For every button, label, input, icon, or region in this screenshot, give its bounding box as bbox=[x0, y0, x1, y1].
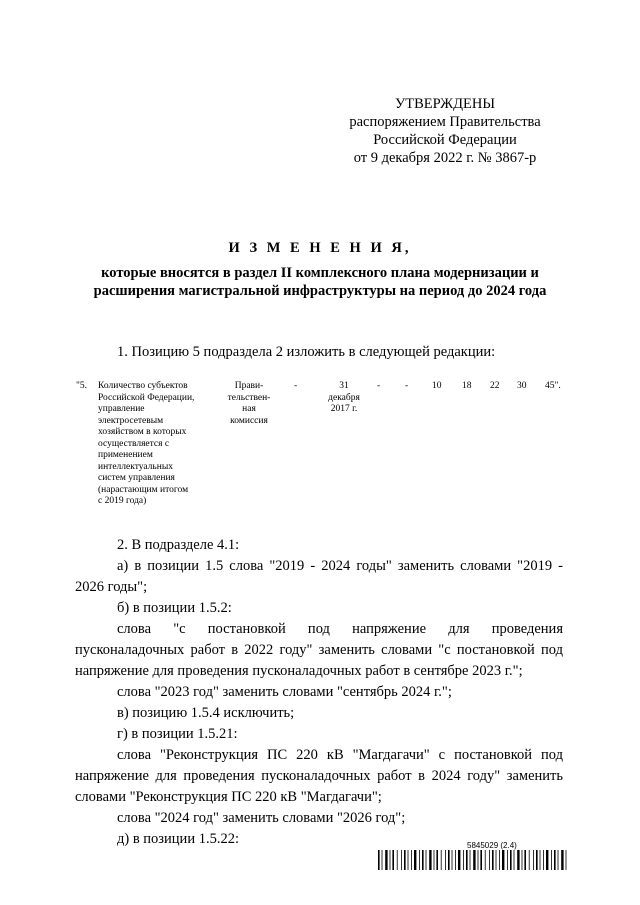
responsible-line: ная bbox=[242, 404, 256, 414]
row-dash-1: - bbox=[294, 381, 298, 391]
approval-line-2: распоряжением Правительства bbox=[349, 114, 541, 130]
responsible-line: тельствен- bbox=[227, 392, 271, 403]
row-value-3: 22 bbox=[490, 381, 500, 391]
row-dash-3: - bbox=[405, 381, 409, 391]
row-number: "5. bbox=[76, 381, 88, 391]
indicator-line: осуществляется с bbox=[98, 438, 170, 449]
responsible-line: Прави- bbox=[234, 381, 264, 391]
item-2a: а) в позиции 1.5 слова "2019 - 2024 годы" заменить словами "2019 - 2026 годы"; bbox=[75, 558, 563, 595]
row-value-5: 45". bbox=[545, 381, 561, 391]
date-line: 31 bbox=[339, 381, 349, 391]
row-responsible bbox=[218, 381, 280, 427]
date-line: 2017 г. bbox=[330, 404, 358, 414]
document-subtitle bbox=[60, 264, 580, 300]
indicator-line: интеллектуальных bbox=[98, 461, 173, 472]
item-1: 1. Позицию 5 подраздела 2 изложить в следующей редакции: bbox=[117, 344, 496, 360]
indicator-line: с 2019 года) bbox=[98, 496, 147, 506]
item-2c: в) позицию 1.5.4 исключить; bbox=[117, 705, 295, 721]
document-title: И З М Е Н Е Н И Я, bbox=[228, 240, 412, 256]
row-date bbox=[318, 381, 370, 416]
subtitle-line-2: расширения магистральной инфраструктуры на период до 2024 года bbox=[93, 283, 547, 299]
approval-line-3: Российской Федерации bbox=[373, 132, 517, 148]
indicator-line: применением bbox=[98, 450, 153, 460]
row-value-4: 30 bbox=[517, 381, 527, 391]
subtitle-line-1: которые вносятся в раздел II комплексного плана модернизации и bbox=[101, 265, 539, 281]
row-value-1: 10 bbox=[432, 381, 442, 391]
responsible-line: комиссия bbox=[230, 415, 268, 426]
date-line: декабря bbox=[328, 392, 360, 403]
item-2b-2: слова "2023 год" заменить словами "сентябрь 2024 г."; bbox=[117, 684, 452, 700]
row-dash-2: - bbox=[377, 381, 381, 391]
barcode-icon bbox=[378, 850, 568, 870]
item-2d-1: слова "Реконструкция ПС 220 кВ "Магдагачи" с постановкой под напряжение для проведения пусконаладочных работ в 2024 году" заменить словами "Реконструкция ПС 220 кВ "Магдагачи"; bbox=[75, 747, 563, 805]
item-2d: г) в позиции 1.5.21: bbox=[117, 726, 238, 742]
indicator-line: (нарастающим итогом bbox=[98, 484, 189, 495]
item-2e: д) в позиции 1.5.22: bbox=[117, 831, 239, 847]
indicator-line: электросетевым bbox=[98, 415, 164, 426]
item-2b: б) в позиции 1.5.2: bbox=[117, 600, 232, 616]
row-indicator bbox=[98, 381, 218, 508]
indicator-line: систем управления bbox=[98, 473, 175, 483]
row-value-2: 18 bbox=[462, 381, 472, 391]
indicator-line: Российской Федерации, bbox=[98, 392, 195, 403]
item-2b-1: слова "с постановкой под напряжение для проведения пусконаладочных работ в 2022 году" заменить словами "с постановкой под напряжение для проведения пусконаладочных работ в сентябре 2023 г."; bbox=[75, 621, 563, 679]
document-code: 5845029 (2.4) bbox=[467, 841, 517, 850]
indicator-line: хозяйством в которых bbox=[98, 427, 187, 437]
indicator-line: управление bbox=[98, 404, 145, 414]
indicator-line: Количество субъектов bbox=[98, 381, 188, 391]
item-2: 2. В подразделе 4.1: bbox=[117, 537, 240, 553]
approval-line-1: УТВЕРЖДЕНЫ bbox=[394, 96, 496, 112]
approval-line-4: от 9 декабря 2022 г. № 3867-р bbox=[353, 150, 537, 166]
item-2d-2: слова "2024 год" заменить словами "2026 год"; bbox=[117, 810, 406, 826]
approval-block bbox=[330, 95, 560, 167]
